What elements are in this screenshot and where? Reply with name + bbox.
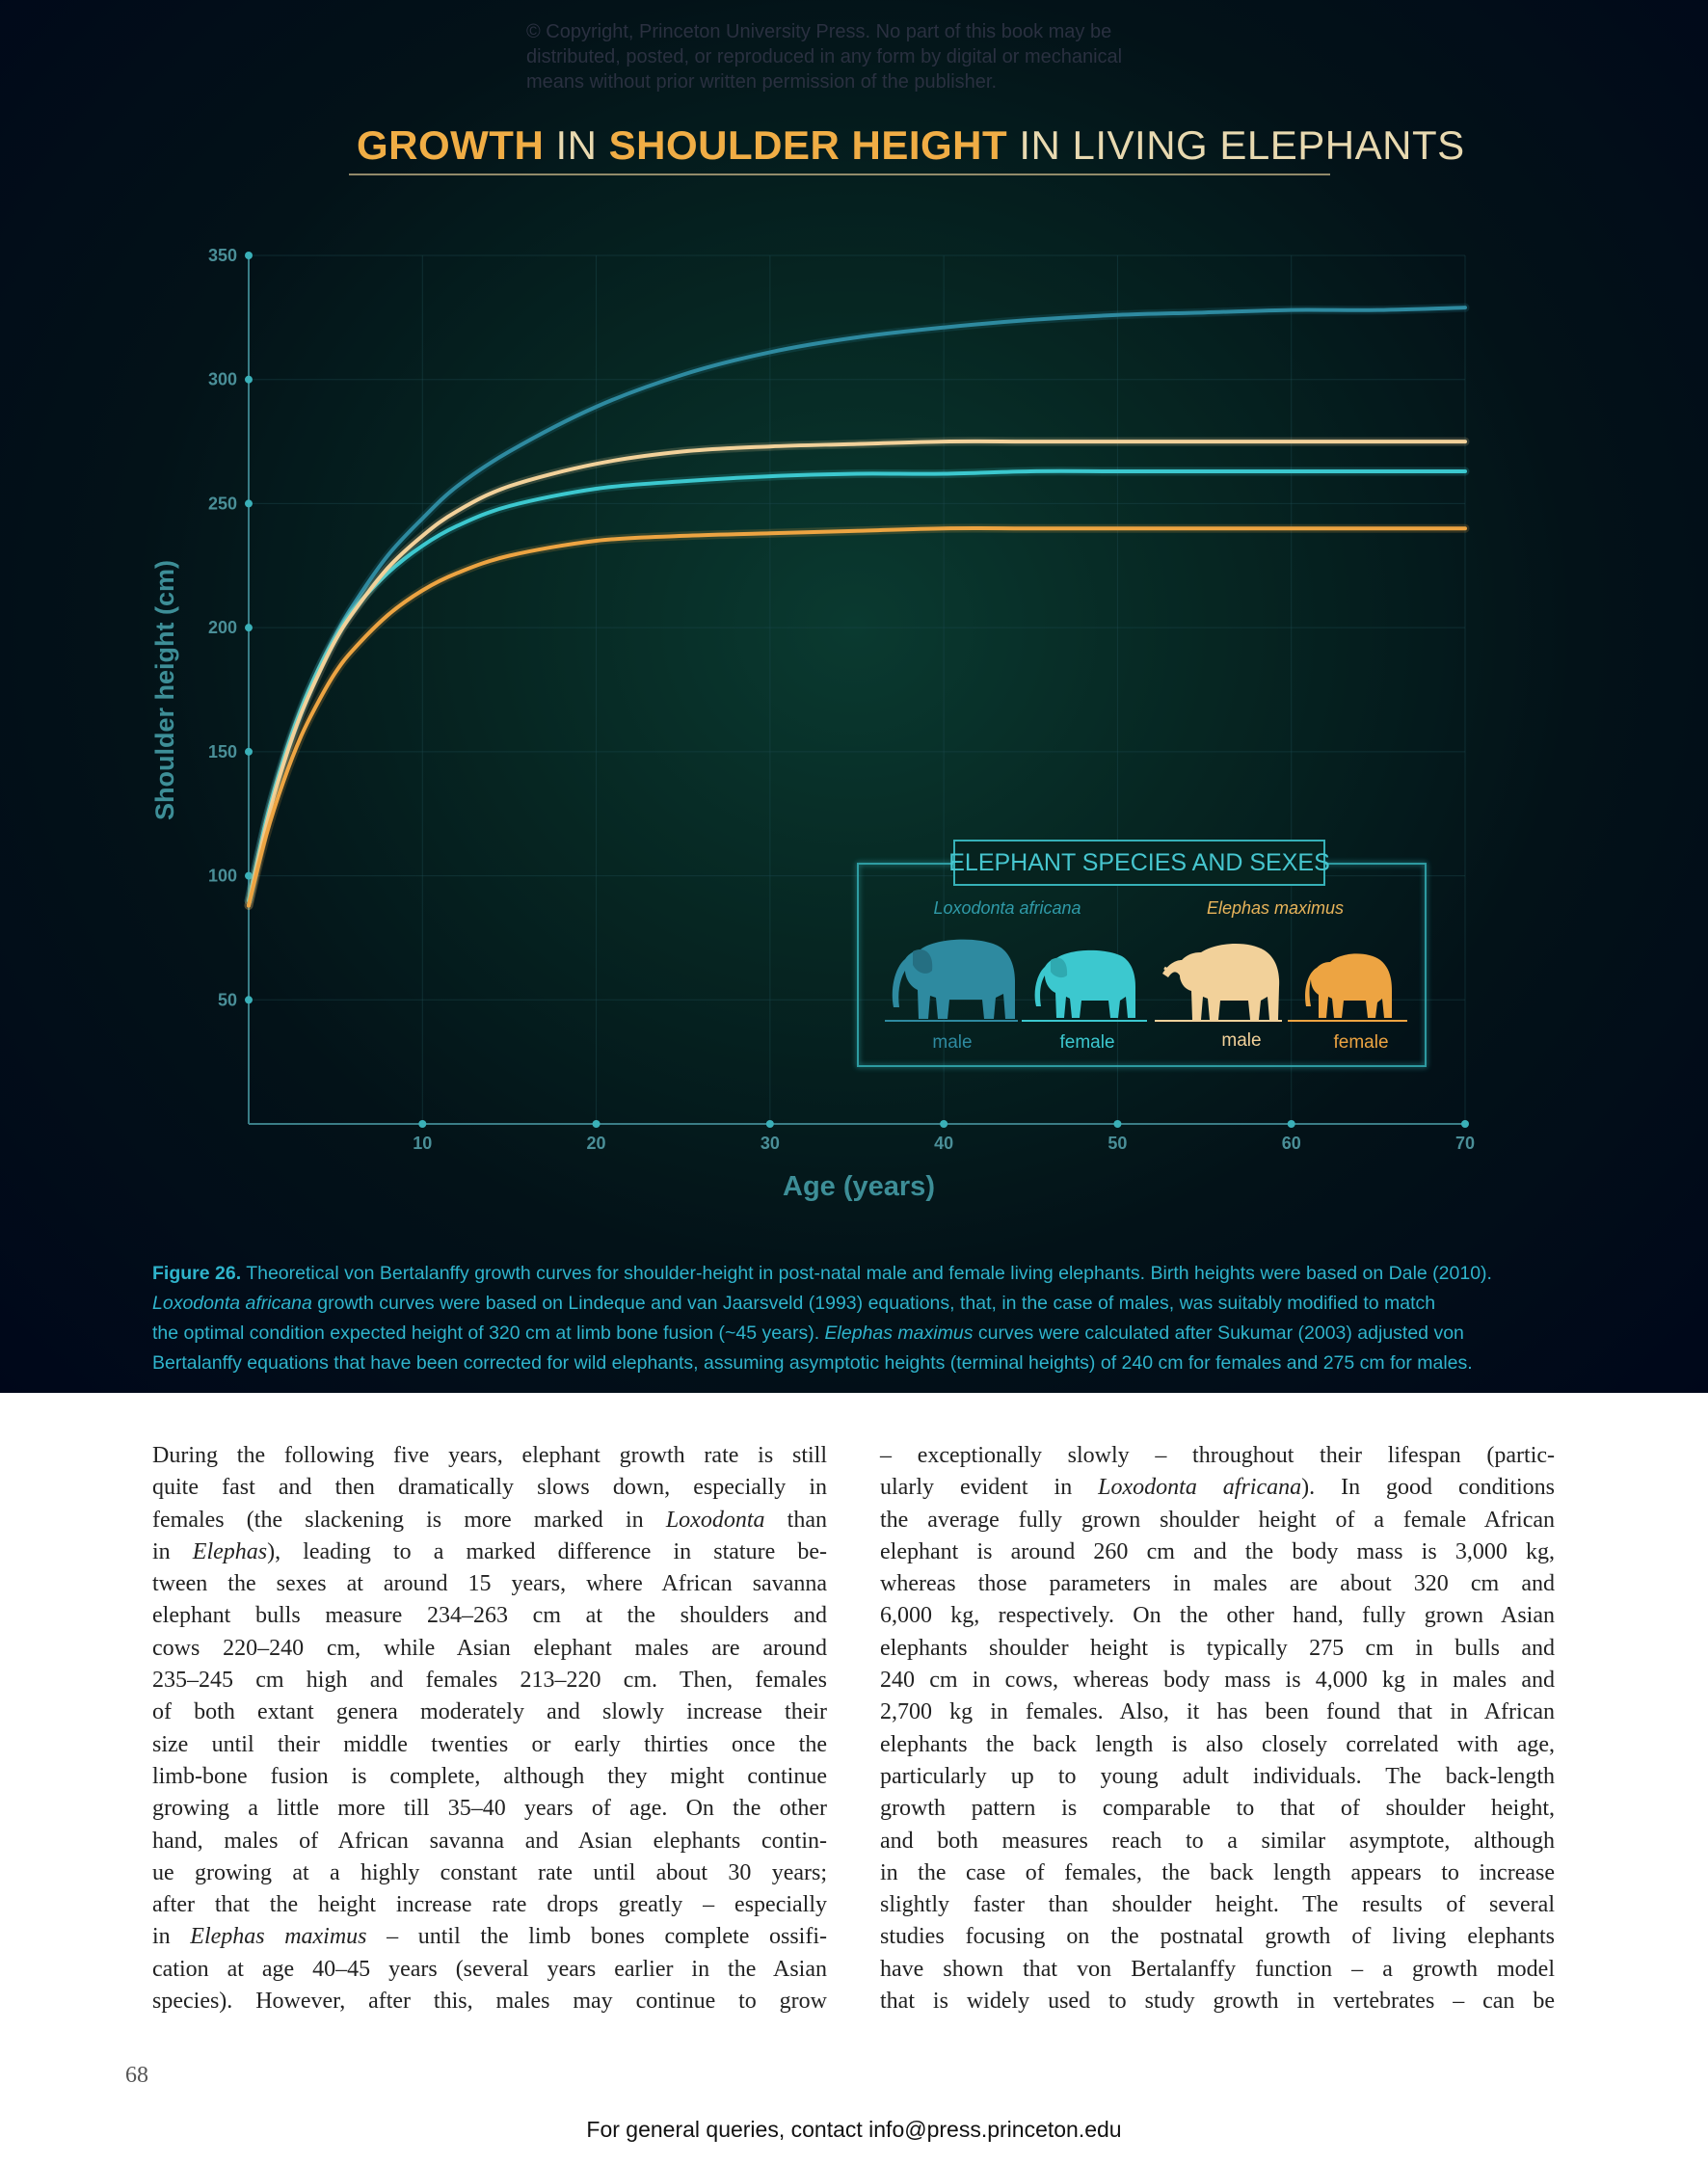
elephant-icon-elephas-female	[1305, 953, 1392, 1018]
legend-label-elephas-female: female	[1333, 1032, 1389, 1053]
title-word: IN	[544, 122, 609, 168]
legend-genus-loxodonta: Loxodonta africana	[933, 898, 1081, 918]
x-tick-label: 40	[934, 1134, 954, 1153]
x-axis-label: Age (years)	[783, 1171, 935, 1202]
title-word: SHOULDER HEIGHT	[608, 122, 1008, 168]
body-line: females (the slackening is more marked in Loxodonta than	[152, 1507, 827, 1533]
y-tick-dot	[245, 499, 253, 507]
y-tick-label: 250	[207, 494, 237, 514]
body-line: of both extant genera moderately and slowly increase their	[152, 1699, 827, 1725]
caption-species: Loxodonta africana	[152, 1293, 312, 1314]
elephant-icon-loxodonta-male	[893, 940, 1015, 1019]
body-line: slightly faster than shoulder height. The results of several	[880, 1892, 1555, 1918]
body-line: species). However, after this, males may continue to grow	[152, 1989, 827, 2015]
body-line: and both measures reach to a similar asymptote, although	[880, 1828, 1555, 1854]
x-tick-dot	[1288, 1120, 1295, 1128]
footer-contact: For general queries, contact info@press.princeton.edu	[586, 2117, 1122, 2142]
x-tick-label: 20	[586, 1134, 606, 1153]
y-tick-dot	[245, 996, 253, 1003]
body-line: – exceptionally slowly – throughout their lifespan (partic-	[880, 1443, 1555, 1468]
chart-ticks	[208, 246, 1475, 1153]
body-line: ue growing at a highly constant rate until about 30 years;	[152, 1859, 827, 1885]
caption-species: Elephas maximus	[824, 1322, 974, 1344]
body-line: elephants the back length is also closely correlated with age,	[880, 1731, 1555, 1757]
y-axis-label: Shoulder height (cm)	[150, 560, 179, 820]
y-tick-label: 150	[207, 741, 237, 761]
y-tick-label: 300	[207, 369, 237, 389]
legend-label-loxodonta-female: female	[1059, 1032, 1115, 1053]
body-line: in the case of females, the back length appears to increase	[880, 1859, 1555, 1885]
x-tick-label: 30	[760, 1134, 780, 1153]
body-column-left	[152, 1440, 827, 2017]
caption-text: Theoretical von Bertalanffy growth curves for shoulder-height in post-natal male and female living elephants. Birth heights were based on Dale (2010).	[241, 1263, 1492, 1284]
x-tick-dot	[593, 1120, 600, 1128]
body-line: 2,700 kg in females. Also, it has been found that in African	[880, 1699, 1555, 1725]
copyright-line: distributed, posted, or reproduced in any form by digital or mechanical	[526, 46, 1123, 67]
body-line: in Elephas), leading to a marked difference in stature be-	[152, 1538, 827, 1564]
body-line: in Elephas maximus – until the limb bones complete ossifi-	[152, 1924, 828, 1950]
body-line: elephant bulls measure 234–263 cm at the shoulders and	[152, 1603, 827, 1629]
x-tick-dot	[766, 1120, 774, 1128]
body-line: have shown that von Bertalanffy function – a growth model	[880, 1956, 1555, 1982]
y-tick-label: 200	[207, 618, 237, 638]
x-tick-dot	[418, 1120, 426, 1128]
x-tick-label: 60	[1281, 1134, 1301, 1153]
body-line: whereas those parameters in males are about 320 cm and	[880, 1571, 1555, 1597]
body-line: size until their middle twenties or early thirties once the	[152, 1731, 827, 1757]
body-line: after that the height increase rate drops greatly – especially	[152, 1892, 827, 1918]
copyright-line: means without prior written permission of the publisher.	[526, 71, 998, 93]
caption-text: the optimal condition expected height of 320 cm at limb bone fusion (~45 years).	[152, 1322, 825, 1344]
caption-figure-label: Figure 26.	[152, 1263, 242, 1284]
body-line: elephant is around 260 cm and the body mass is 3,000 kg,	[880, 1538, 1555, 1564]
body-line: cows 220–240 cm, while Asian elephant males are around	[152, 1635, 827, 1661]
body-line: 240 cm in cows, whereas body mass is 4,000 kg in males and	[880, 1668, 1555, 1694]
y-tick-label: 100	[207, 866, 237, 886]
chart-legend	[858, 841, 1426, 1066]
body-line: growth pattern is comparable to that of shoulder height,	[880, 1796, 1555, 1822]
caption-text: Bertalanffy equations that have been corrected for wild elephants, assuming asymptotic heights (terminal heights) of 240 cm for females and 275 cm for males.	[152, 1352, 1473, 1374]
x-tick-label: 10	[413, 1134, 433, 1153]
x-tick-label: 70	[1454, 1134, 1476, 1153]
body-line: 6,000 kg, respectively. On the other hand, fully grown Asian	[880, 1603, 1555, 1629]
y-tick-label: 350	[207, 246, 237, 265]
elephant-icon-loxodonta-female	[1035, 950, 1135, 1018]
figure-caption	[152, 1259, 1558, 1378]
series-glow-loxodonta-africana-male	[249, 307, 1465, 900]
caption-text: curves were calculated after Sukumar (2003) adjusted von	[973, 1322, 1464, 1344]
title-word: IN LIVING ELEPHANTS	[1007, 122, 1465, 168]
x-tick-label: 50	[1108, 1134, 1128, 1153]
y-tick-label: 50	[217, 990, 237, 1010]
series-line-loxodonta-africana-male	[249, 307, 1465, 900]
copyright-line: © Copyright, Princeton University Press. No part of this book may be	[526, 21, 1112, 42]
y-tick-dot	[245, 748, 253, 756]
series-glow-loxodonta-africana-female	[249, 471, 1465, 901]
x-tick-dot	[940, 1120, 947, 1128]
chart-series	[249, 307, 1465, 905]
body-line: ularly evident in Loxodonta africana). In good conditions	[880, 1475, 1556, 1501]
caption-text: growth curves were based on Lindeque and van Jaarsveld (1993) equations, that, in the case of males, was suitably modified to match	[311, 1293, 1436, 1314]
x-tick-dot	[1461, 1120, 1469, 1128]
body-line: tween the sexes at around 15 years, where African savanna	[152, 1571, 827, 1597]
legend-genus-elephas: Elephas maximus	[1206, 898, 1345, 918]
body-line: limb-bone fusion is complete, although they might continue	[152, 1763, 827, 1789]
x-tick-dot	[1113, 1120, 1121, 1128]
body-line: hand, males of African savanna and Asian elephants contin-	[152, 1828, 827, 1854]
body-column-right	[880, 1440, 1555, 2017]
y-tick-dot	[245, 624, 253, 631]
body-line: 235–245 cm high and females 213–220 cm. Then, females	[152, 1668, 827, 1694]
page-number: 68	[125, 2063, 148, 2088]
body-line: the average fully grown shoulder height of a female African	[880, 1507, 1555, 1533]
body-line: particularly up to young adult individuals. The back-length	[880, 1763, 1555, 1789]
body-line: that is widely used to study growth in vertebrates – can be	[880, 1989, 1555, 2015]
y-tick-dot	[245, 376, 253, 384]
legend-label-loxodonta-male: male	[932, 1032, 973, 1053]
title-word: GROWTH	[357, 122, 545, 168]
legend-label-elephas-male: male	[1221, 1030, 1262, 1051]
y-tick-dot	[245, 252, 253, 259]
body-line: elephants shoulder height is typically 275 cm in bulls and	[880, 1635, 1555, 1661]
body-line: During the following five years, elephant growth rate is still	[152, 1443, 827, 1468]
elephant-icon-elephas-male	[1162, 944, 1279, 1020]
body-line: growing a little more till 35–40 years of age. On the other	[152, 1796, 827, 1822]
body-line: cation at age 40–45 years (several years earlier in the Asian	[152, 1956, 827, 1982]
body-line: quite fast and then dramatically slows down, especially in	[152, 1475, 827, 1501]
legend-title: ELEPHANT SPECIES AND SEXES	[948, 849, 1330, 876]
body-line: studies focusing on the postnatal growth of living elephants	[880, 1924, 1555, 1950]
